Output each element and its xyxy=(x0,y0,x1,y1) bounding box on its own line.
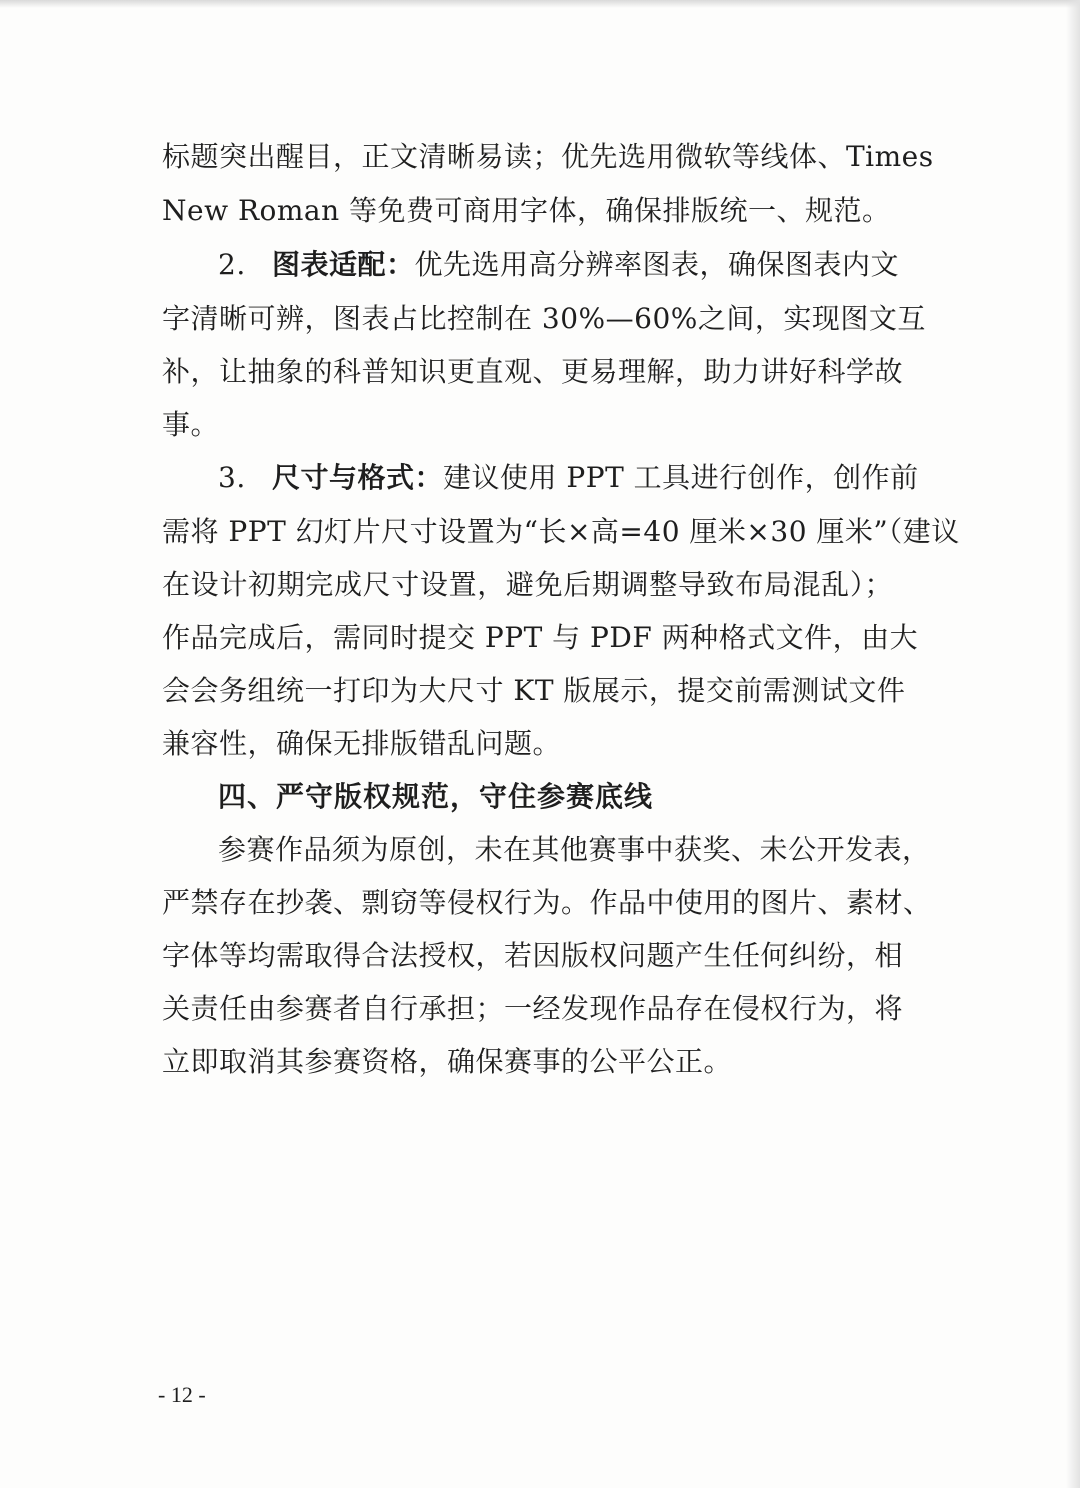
list-item-text: 建议使用 PPT 工具进行创作，创作前 xyxy=(443,461,919,494)
list-number: 2. xyxy=(218,248,246,281)
paragraph-line: 关责任由参赛者自行承担；一经发现作品存在侵权行为，将 xyxy=(162,992,904,1025)
paragraph-line: 字清晰可辨，图表占比控制在 30%—60%之间，实现图文互 xyxy=(162,302,926,335)
paragraph-line: 严禁存在抄袭、剽窃等侵权行为。作品中使用的图片、素材、 xyxy=(162,886,932,919)
paragraph-line: 事。 xyxy=(162,408,220,441)
list-item-3-first-line xyxy=(218,458,919,498)
paragraph-line: 标题突出醒目，正文清晰易读；优先选用微软等线体、Times xyxy=(162,140,934,173)
paragraph-line: 作品完成后，需同时提交 PPT 与 PDF 两种格式文件，由大 xyxy=(162,621,919,654)
list-item-2-first-line xyxy=(218,245,900,285)
scan-edge-top xyxy=(0,0,1080,8)
scan-edge-right xyxy=(1066,0,1080,1488)
paragraph-line: 补，让抽象的科普知识更直观、更易理解，助力讲好科学故 xyxy=(162,355,904,388)
list-item-text: 优先选用高分辨率图表，确保图表内文 xyxy=(414,248,900,281)
page-number: - 12 - xyxy=(158,1382,206,1407)
list-number: 3. xyxy=(218,461,246,494)
list-item-heading: 尺寸与格式： xyxy=(272,461,444,494)
paragraph-line: 在设计初期完成尺寸设置，避免后期调整导致布局混乱）； xyxy=(162,568,893,601)
paragraph-line: 会会务组统一打印为大尺寸 KT 版展示，提交前需测试文件 xyxy=(162,674,906,707)
paragraph-line: 参赛作品须为原创，未在其他赛事中获奖、未公开发表， xyxy=(218,833,931,866)
list-item-heading: 图表适配： xyxy=(272,248,415,281)
section-heading: 四、严守版权规范，守住参赛底线 xyxy=(218,780,654,813)
paragraph-line: New Roman 等免费可商用字体，确保排版统一、规范。 xyxy=(162,194,891,227)
paragraph-line: 立即取消其参赛资格，确保赛事的公平公正。 xyxy=(162,1045,733,1078)
paragraph-line: 兼容性，确保无排版错乱问题。 xyxy=(162,727,562,760)
paragraph-line: 需将 PPT 幻灯片尺寸设置为“长×高=40 厘米×30 厘米”（建议 xyxy=(162,515,960,548)
paragraph-line: 字体等均需取得合法授权，若因版权问题产生任何纠纷，相 xyxy=(162,939,904,972)
